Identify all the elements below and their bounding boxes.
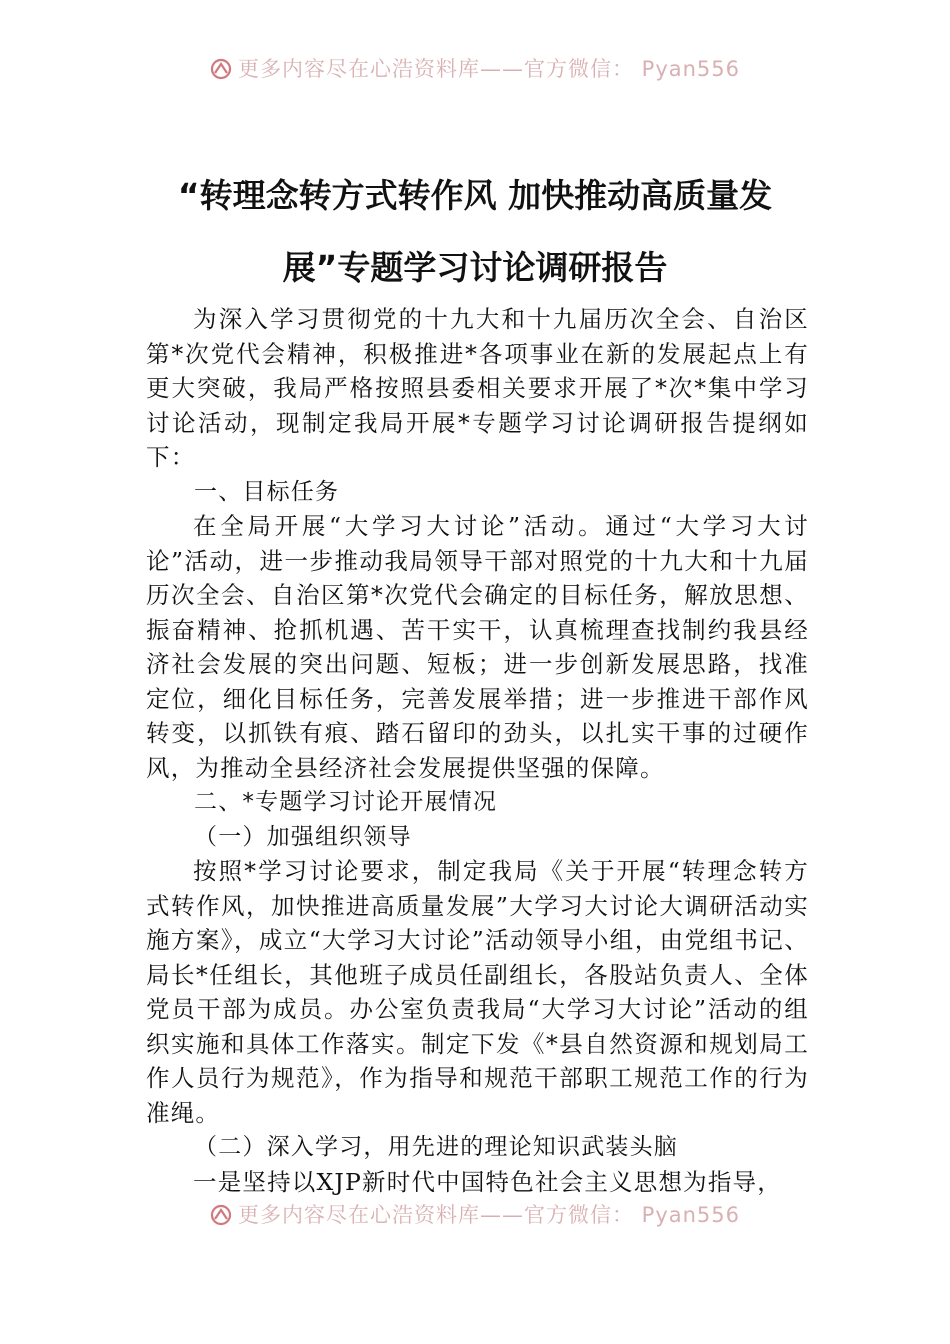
- subsection-heading-study: （二）深入学习，用先进的理论知识武装头脑: [194, 1134, 678, 1160]
- intro-paragraph: 为深入学习贯彻党的十九大和十九届历次全会、自治区第*次党代会精神，积极推进*各项事业在新的发展起点上有更大突破，我局严格按照县委相关要求开展了*次*集中学习讨论活动，现制定我局开展*专题学习讨论调研报告提纲如下：: [146, 305, 809, 471]
- section-heading-progress: 二、*专题学习讨论开展情况: [194, 789, 498, 815]
- subsection-heading-leadership: （一）加强组织领导: [194, 823, 412, 850]
- watermark-text: 更多内容尽在心浩资料库——官方微信： Pyan556: [237, 1203, 741, 1227]
- watermark-footer: [0, 1196, 950, 1230]
- watermark-text: 更多内容尽在心浩资料库——官方微信： Pyan556: [237, 57, 741, 81]
- subsection-leadership-paragraph: 按照*学习讨论要求，制定我局《关于开展“转理念转方式转作风，加快推进高质量发展”大学习大讨论大调研活动实施方案》，成立“大学习大讨论”活动领导小组，由党组书记、局长*任组长，其他班子成员任副组长，各股站负责人、全体党员干部为成员。办公室负责我局“大学习大讨论”活动的组织实施和具体工作落实。制定下发《*县自然资源和规划局工作人员行为规范》，作为指导和规范干部职工规范工作的行为准绳。: [146, 857, 809, 1127]
- logo-icon: [210, 58, 232, 80]
- watermark-header: [0, 50, 950, 84]
- section-heading-goals: 一、目标任务: [194, 478, 340, 505]
- subsection-study-paragraph: 一是坚持以XJP新时代中国特色社会主义思想为指导，: [193, 1167, 782, 1196]
- document-title-line-1: “转理念转方式转作风 加快推动高质量发: [177, 176, 773, 215]
- document-body: [146, 302, 809, 1199]
- logo-icon: [210, 1204, 232, 1226]
- document-title-line-2: 展”专题学习讨论调研报告: [282, 248, 668, 287]
- section-goals-paragraph: 在全局开展“大学习大讨论”活动。通过“大学习大讨论”活动，进一步推动我局领导干部对照党的十九大和十九届历次全会、自治区第*次党代会确定的目标任务，解放思想、振奋精神、抢抓机遇、苦干实干，认真梳理查找制约我县经济社会发展的突出问题、短板；进一步创新发展思路，找准定位，细化目标任务，完善发展举措；进一步推进干部作风转变，以抓铁有痕、踏石留印的劲头，以扎实干事的过硬作风，为推动全县经济社会发展提供坚强的保障。: [146, 512, 809, 782]
